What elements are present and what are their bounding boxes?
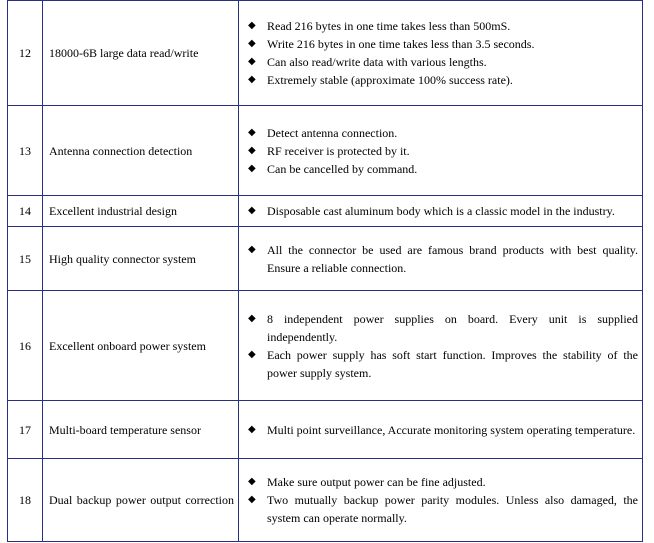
list-item: ◆ RF receiver is protected by it.	[248, 143, 410, 158]
list-item: ◆ Two mutually backup power parity modules. Unless also damaged, the system can operate normally.	[248, 493, 638, 525]
feature-description	[239, 291, 643, 401]
row-number: 17	[8, 401, 43, 459]
diamond-bullet-icon: ◆	[248, 243, 256, 255]
feature-name: Excellent industrial design	[43, 196, 239, 227]
feature-name: Dual backup power output correction	[43, 459, 239, 542]
table-row	[8, 106, 643, 196]
list-item: ◆ Multi point surveillance, Accurate monitoring system operating temperature.	[248, 422, 636, 437]
list-item: ◆ Extremely stable (approximate 100% success rate).	[248, 73, 513, 87]
list-item: ◆ Write 216 bytes in one time takes less than 3.5 seconds.	[248, 37, 535, 51]
feature-name: Antenna connection detection	[43, 106, 239, 196]
feature-description	[239, 401, 643, 459]
list-item: ◆ Each power supply has soft start function. Improves the stability of the power supply system.	[248, 347, 638, 380]
diamond-bullet-icon: ◆	[248, 162, 256, 174]
feature-description	[239, 227, 643, 291]
diamond-bullet-icon: ◆	[248, 126, 256, 138]
list-item: ◆ Detect antenna connection.	[248, 125, 398, 140]
diamond-bullet-icon: ◆	[248, 423, 256, 435]
diamond-bullet-icon: ◆	[248, 38, 256, 49]
diamond-bullet-icon: ◆	[248, 494, 256, 505]
row-number: 14	[8, 196, 43, 227]
feature-name: 18000-6B large data read/write	[43, 1, 239, 106]
diamond-bullet-icon: ◆	[248, 476, 256, 487]
diamond-bullet-icon: ◆	[248, 348, 256, 360]
feature-description	[239, 1, 643, 106]
diamond-bullet-icon: ◆	[248, 312, 256, 324]
feature-name: High quality connector system	[43, 227, 239, 291]
diamond-bullet-icon: ◆	[248, 205, 256, 216]
table-row	[8, 291, 643, 401]
diamond-bullet-icon: ◆	[248, 56, 256, 67]
diamond-bullet-icon: ◆	[248, 20, 256, 31]
list-item: ◆ 8 independent power supplies on board. Every unit is supplied independently.	[248, 311, 638, 344]
table-row	[8, 1, 643, 106]
table-row	[8, 459, 643, 542]
row-number: 12	[8, 1, 43, 106]
row-number: 18	[8, 459, 43, 542]
feature-description	[239, 459, 643, 542]
row-number: 16	[8, 291, 43, 401]
feature-description	[239, 106, 643, 196]
row-number: 13	[8, 106, 43, 196]
diamond-bullet-icon: ◆	[248, 144, 256, 156]
table-row	[8, 196, 643, 227]
table-row	[8, 401, 643, 459]
feature-table	[7, 0, 643, 542]
diamond-bullet-icon: ◆	[248, 74, 256, 85]
row-number: 15	[8, 227, 43, 291]
table-row	[8, 227, 643, 291]
list-item: ◆ All the connector be used are famous brand products with best quality. Ensure a reliable connection.	[248, 242, 638, 275]
list-item: ◆ Disposable cast aluminum body which is a classic model in the industry.	[248, 204, 615, 218]
feature-name: Multi-board temperature sensor	[43, 401, 239, 459]
feature-description	[239, 196, 643, 227]
list-item: ◆ Read 216 bytes in one time takes less than 500mS.	[248, 19, 511, 33]
list-item: ◆ Make sure output power can be fine adjusted.	[248, 475, 486, 489]
feature-name: Excellent onboard power system	[43, 291, 239, 401]
list-item: ◆ Can also read/write data with various lengths.	[248, 55, 487, 69]
list-item: ◆ Can be cancelled by command.	[248, 161, 418, 176]
